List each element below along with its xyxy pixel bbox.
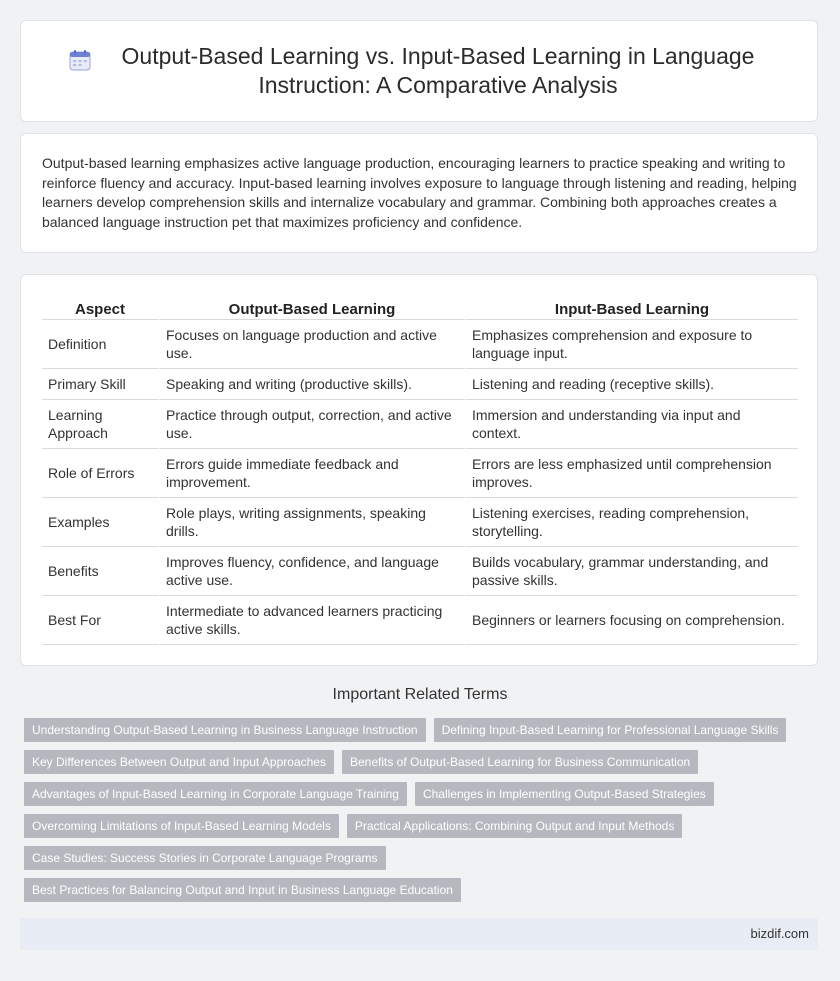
related-term-link[interactable]: Best Practices for Balancing Output and Input in Business Language Education: [24, 878, 461, 902]
related-term-link[interactable]: Challenges in Implementing Output-Based Strategies: [415, 782, 714, 806]
related-term-link[interactable]: Defining Input-Based Learning for Professional Language Skills: [434, 718, 787, 742]
related-term-link[interactable]: Key Differences Between Output and Input Approaches: [24, 750, 334, 774]
output-cell: Focuses on language production and active use.: [160, 320, 466, 369]
aspect-cell: Benefits: [42, 547, 160, 596]
related-term-link[interactable]: Understanding Output-Based Learning in Business Language Instruction: [24, 718, 426, 742]
input-cell: Listening exercises, reading comprehension, storytelling.: [466, 498, 798, 547]
output-cell: Role plays, writing assignments, speaking drills.: [160, 498, 466, 547]
header-output-based: Output-Based Learning: [160, 299, 466, 320]
input-cell: Errors are less emphasized until comprehension improves.: [466, 449, 798, 498]
output-cell: Improves fluency, confidence, and language active use.: [160, 547, 466, 596]
input-cell: Immersion and understanding via input and context.: [466, 400, 798, 449]
aspect-cell: Role of Errors: [42, 449, 160, 498]
output-cell: Practice through output, correction, and active use.: [160, 400, 466, 449]
related-term-link[interactable]: Overcoming Limitations of Input-Based Learning Models: [24, 814, 339, 838]
calendar-icon: [69, 49, 91, 71]
related-term-link[interactable]: Practical Applications: Combining Output and Input Methods: [347, 814, 683, 838]
footer: [20, 918, 818, 950]
output-cell: Intermediate to advanced learners practicing active skills.: [160, 596, 466, 645]
aspect-cell: Definition: [42, 320, 160, 369]
table-row: [42, 369, 798, 400]
table-header-row: [42, 299, 798, 320]
related-term-link[interactable]: Benefits of Output-Based Learning for Business Communication: [342, 750, 698, 774]
aspect-cell: Examples: [42, 498, 160, 547]
table-row: [42, 400, 798, 449]
related-terms-title: Important Related Terms: [332, 686, 508, 703]
table-row: [42, 498, 798, 547]
header-input-based: Input-Based Learning: [466, 299, 798, 320]
table-row: [42, 320, 798, 369]
input-cell: Emphasizes comprehension and exposure to language input.: [466, 320, 798, 369]
aspect-cell: Primary Skill: [42, 369, 160, 400]
aspect-cell: Best For: [42, 596, 160, 645]
table-row: [42, 449, 798, 498]
page-title: Output-Based Learning vs. Input-Based Learning in Language Instruction: A Comparative Analysis: [121, 43, 755, 98]
comparison-table-card: [20, 274, 818, 666]
input-cell: Beginners or learners focusing on comprehension.: [466, 596, 798, 645]
output-cell: Speaking and writing (productive skills).: [160, 369, 466, 400]
input-cell: Builds vocabulary, grammar understanding, and passive skills.: [466, 547, 798, 596]
intro-card: [20, 133, 818, 253]
intro-text: Output-based learning emphasizes active language production, encouraging learners to practice speaking and writing to reinforce fluency and accuracy. Input-based learning involves exposure to language through listening and reading, helping learners develop comprehension skills and internalize vocabulary and grammar. Combining both approaches creates a balanced language instruction pet that maximizes proficiency and confidence.: [42, 155, 797, 230]
footer-site-link[interactable]: bizdif.com: [750, 926, 809, 941]
related-terms-list: [24, 718, 824, 910]
header-aspect: Aspect: [42, 299, 160, 320]
table-row: [42, 596, 798, 645]
related-term-link[interactable]: Advantages of Input-Based Learning in Corporate Language Training: [24, 782, 407, 806]
output-cell: Errors guide immediate feedback and improvement.: [160, 449, 466, 498]
table-row: [42, 547, 798, 596]
comparison-table: [42, 299, 798, 645]
aspect-cell: Learning Approach: [42, 400, 160, 449]
related-term-link[interactable]: Case Studies: Success Stories in Corporate Language Programs: [24, 846, 386, 870]
title-card: [20, 20, 818, 122]
input-cell: Listening and reading (receptive skills).: [466, 369, 798, 400]
